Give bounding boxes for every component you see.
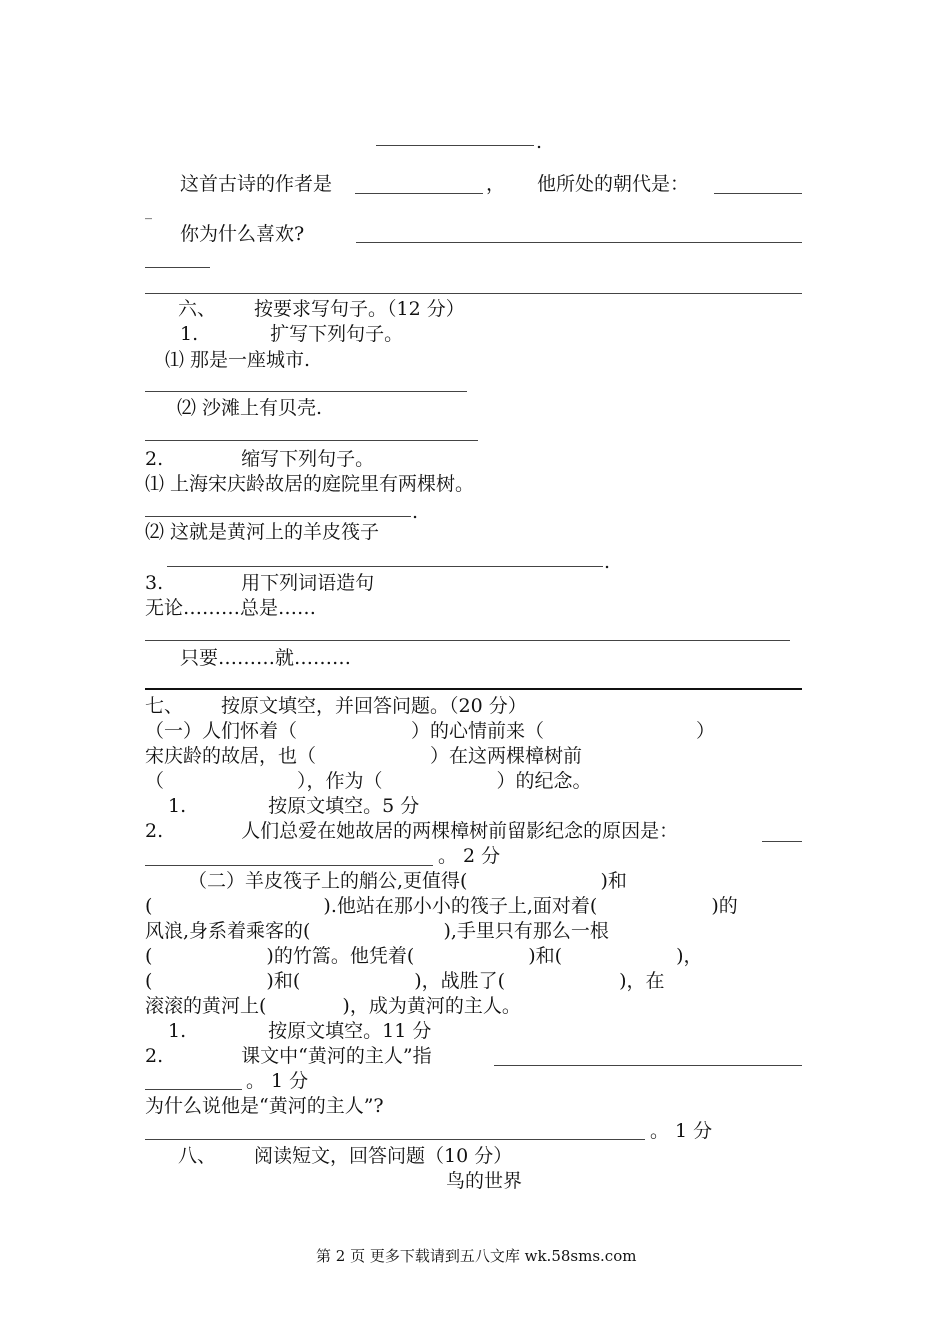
s6-q1-a: ⑴ 那是一座城市. — [165, 349, 311, 371]
s6-q1: 1. 扩写下列句子。 — [180, 323, 404, 345]
s7-p2-q3-line[interactable] — [145, 1139, 645, 1140]
s6-q1-b-line[interactable] — [145, 440, 478, 441]
author-question: 这首古诗的作者是 — [180, 173, 333, 195]
end-period: . — [536, 131, 543, 153]
s7-p1-line3: （ ），作为（ ）的纪念。 — [145, 770, 592, 792]
section-7-title: 七、 按原文填空，并回答问题。（20 分） — [145, 695, 527, 717]
s6-q3-b-line[interactable] — [145, 688, 802, 690]
essay-title: 鸟的世界 — [446, 1170, 523, 1192]
s7-p2-q2-line[interactable] — [494, 1065, 802, 1066]
s6-q3-b: 只要………就……… — [180, 647, 352, 669]
s7-p1-q1: 1. 按原文填空。5 分 — [168, 795, 420, 817]
s7-p2-q3-score: 。 1 分 — [650, 1120, 713, 1142]
s7-p1-line1: （一）人们怀着（ ）的心情前来（ ） — [145, 720, 716, 742]
why-answer-line-cont[interactable] — [145, 267, 210, 268]
s6-q3-a: 无论………总是…… — [145, 597, 317, 619]
why-question: 你为什么喜欢? — [180, 223, 305, 245]
s7-p2-q2: 2. 课文中“黄河的主人”指 — [145, 1045, 432, 1067]
s6-q2-b: ⑵ 这就是黄河上的羊皮筏子 — [145, 521, 380, 543]
s6-q2-a-line[interactable] — [145, 516, 411, 517]
why-answer-line[interactable] — [356, 242, 802, 243]
s7-p1-line2: 宋庆龄的故居，也（ ）在这两棵樟树前 — [145, 745, 583, 767]
s6-q2-a-period: . — [412, 501, 419, 523]
s7-p1-q2-line-cont[interactable] — [145, 865, 433, 866]
why-answer-line-2[interactable] — [145, 293, 802, 294]
page-footer: 第 2 页 更多下载请到五八文库 wk.58sms.com — [316, 1247, 637, 1265]
dynasty-answer-line[interactable] — [714, 193, 802, 194]
s7-p2-line6: 滚滚的黄河上( )，成为黄河的主人。 — [145, 995, 521, 1017]
dash: _ — [145, 204, 152, 220]
s6-q1-a-line[interactable] — [145, 391, 467, 392]
s6-q2-a: ⑴ 上海宋庆龄故居的庭院里有两棵树。 — [145, 473, 475, 495]
s7-p2-line1: （二）羊皮筏子上的艄公,更值得( )和 — [188, 870, 627, 892]
s7-p2-q2-line-cont[interactable] — [145, 1089, 242, 1090]
dynasty-question: 他所处的朝代是： — [537, 173, 690, 195]
s7-p2-line2: ( ).他站在那小小的筏子上,面对着( )的 — [145, 895, 738, 917]
section-8-title: 八、 阅读短文，回答问题（10 分） — [178, 1145, 513, 1167]
section-6-title: 六、 按要求写句子。（12 分） — [178, 298, 465, 320]
comma: ， — [486, 173, 506, 195]
s7-p1-q2-score: 。 2 分 — [438, 845, 501, 867]
s7-p2-q3: 为什么说他是“黄河的主人”? — [145, 1095, 384, 1117]
s6-q2-b-line[interactable] — [167, 566, 603, 567]
author-answer-line[interactable] — [355, 193, 483, 194]
answer-line[interactable] — [376, 145, 534, 146]
s7-p2-line5: ( )和( )，战胜了( )，在 — [145, 970, 665, 992]
s6-q2-b-period: . — [604, 551, 611, 573]
s7-p2-q1: 1. 按原文填空。11 分 — [168, 1020, 432, 1042]
s7-p1-q2: 2. 人们总爱在她故居的两棵樟树前留影纪念的原因是： — [145, 820, 679, 842]
s6-q3-a-line[interactable] — [145, 640, 790, 641]
s7-p1-q2-line[interactable] — [762, 841, 802, 842]
s7-p2-line3: 风浪,身系着乘客的( ),手里只有那么一根 — [145, 920, 609, 942]
s7-p2-line4: ( )的竹篙。他凭着( )和( )， — [145, 945, 703, 967]
s6-q3: 3. 用下列词语造句 — [145, 572, 375, 594]
s6-q2: 2. 缩写下列句子。 — [145, 448, 375, 470]
s7-p2-q2-score: 。 1 分 — [246, 1070, 309, 1092]
s6-q1-b: ⑵ 沙滩上有贝壳. — [177, 397, 323, 419]
